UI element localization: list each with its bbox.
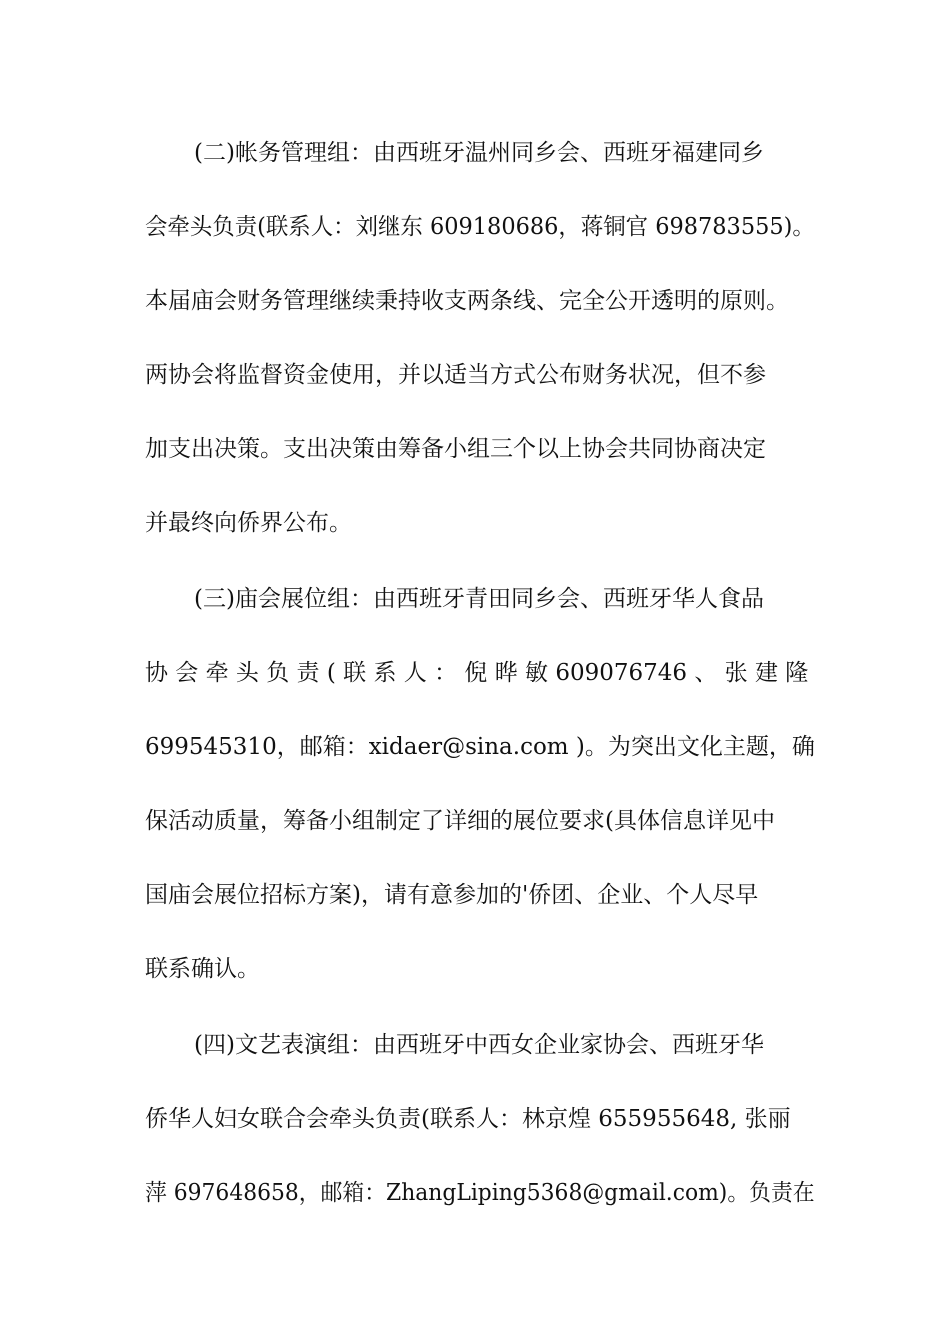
text-line: 699545310，邮箱：xidaer@sina.com )。为突出文化主题，确 (145, 734, 815, 760)
text-line: 国庙会展位招标方案)，请有意参加的'侨团、企业、个人尽早 (145, 882, 759, 908)
text-line: (四)文艺表演组：由西班牙中西女企业家协会、西班牙华 (194, 1032, 764, 1058)
text-line: 萍 697648658，邮箱：ZhangLiping5368@gmail.com)。负责在 (145, 1180, 815, 1206)
text-line: 侨华人妇女联合会牵头负责(联系人：林京煌 655955648, 张丽 (145, 1106, 791, 1132)
text-line: 协 会 牵 头 负 责 ( 联 系 人 ： 倪 晔 敏 609076746 、 张 建 隆 (145, 660, 809, 686)
text-line: 联系确认。 (145, 956, 260, 982)
text-line: 会牵头负责(联系人：刘继东 609180686，蒋铜官 698783555)。 (145, 214, 815, 240)
text-line: (二)帐务管理组：由西班牙温州同乡会、西班牙福建同乡 (194, 140, 764, 166)
text-line: 保活动质量，筹备小组制定了详细的展位要求(具体信息详见中 (145, 808, 775, 834)
text-line: 两协会将监督资金使用，并以适当方式公布财务状况，但不参 (145, 362, 766, 388)
text-line: 本届庙会财务管理继续秉持收支两条线、完全公开透明的原则。 (145, 288, 789, 314)
text-line: 并最终向侨界公布。 (145, 510, 352, 536)
text-line: 加支出决策。支出决策由筹备小组三个以上协会共同协商决定 (145, 436, 766, 462)
text-line: (三)庙会展位组：由西班牙青田同乡会、西班牙华人食品 (194, 586, 764, 612)
